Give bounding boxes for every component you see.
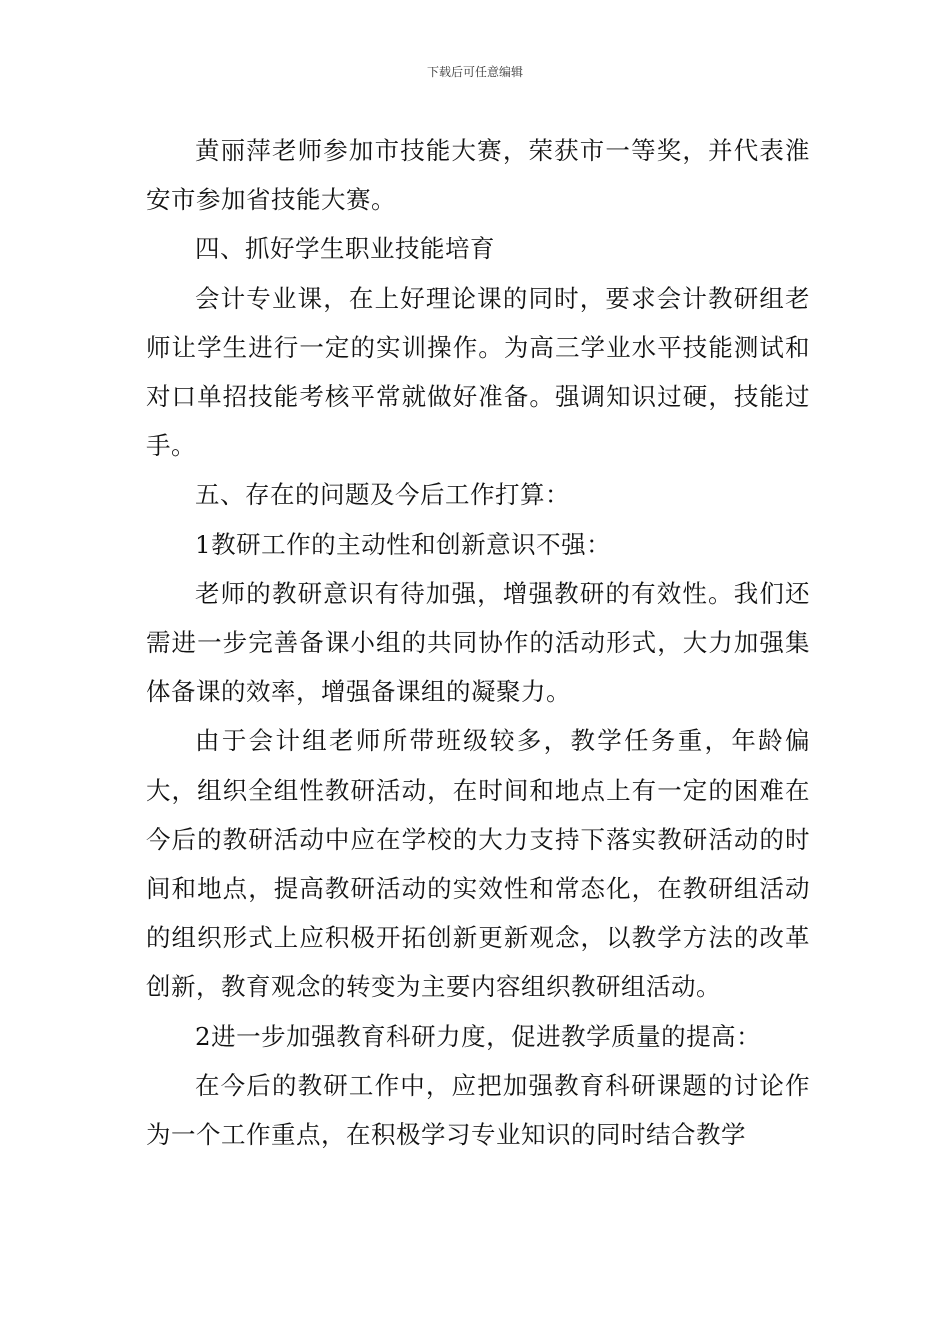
document-body: [146, 126, 810, 1159]
paragraph-future-work: 在今后的教研工作中，应把加强教育科研课题的讨论作为一个工作重点，在积极学习专业知识的同时结合教学: [146, 1070, 810, 1150]
section-heading-skills: 四、抓好学生职业技能培育: [195, 234, 495, 264]
paragraph-workload: 由于会计组老师所带班级较多，教学任务重，年龄偏大，组织全组性教研活动，在时间和地点上有一定的困难在今后的教研活动中应在学校的大力支持下落实教研活动的时间和地点，提高教研活动的实效性和常态化，在教研组活动的组织形式上应积极开拓创新更新观念，以教学方法的改革创新，教育观念的转变为主要内容组织教研组活动。: [146, 726, 810, 1002]
paragraph-research-awareness: 老师的教研意识有待加强，增强教研的有效性。我们还需进一步完善备课小组的共同协作的活动形式，大力加强集体备课的效率，增强备课组的凝聚力。: [146, 578, 810, 707]
subheading-initiative: 1教研工作的主动性和创新意识不强：: [195, 529, 612, 559]
subheading-research-effort: 2进一步加强教育科研力度，促进教学质量的提高：: [195, 1021, 762, 1051]
paragraph-award: 黄丽萍老师参加市技能大赛，荣获市一等奖，并代表淮安市参加省技能大赛。: [146, 136, 810, 215]
section-heading-problems: 五、存在的问题及今后工作打算：: [195, 480, 570, 510]
paragraph-accounting-course: 会计专业课，在上好理论课的同时，要求会计教研组老师让学生进行一定的实训操作。为高三学业水平技能测试和对口单招技能考核平常就做好准备。强调知识过硬，技能过手。: [146, 283, 810, 461]
page-header-note: 下载后可任意编辑: [426, 65, 523, 79]
